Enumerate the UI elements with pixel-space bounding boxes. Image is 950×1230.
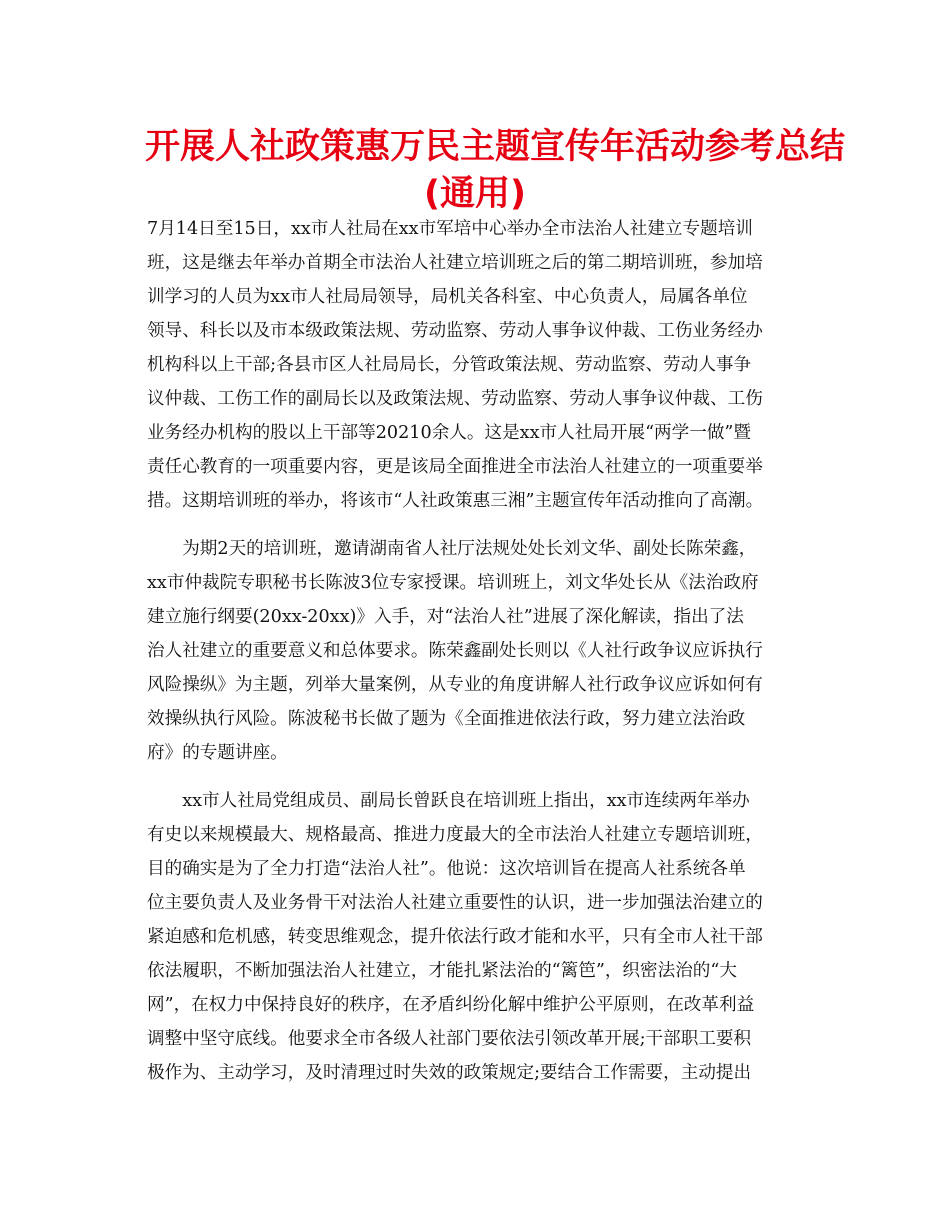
- paragraph-line: 府》的专题讲座。: [147, 743, 288, 763]
- paragraph-line: 有史以来规模最大、规格最高、推进力度最大的全市法治人社建立专题培训班，: [147, 825, 763, 845]
- paragraph-line: 业务经办机构的股以上干部等20210余人。这是xx市人社局开展“两学一做”暨: [147, 423, 752, 443]
- paragraph-line: 训学习的人员为xx市人社局局领导，局机关各科室、中心负责人，局属各单位: [147, 287, 748, 307]
- paragraph-line: 依法履职，不断加强法治人社建立，才能扎紧法治的“篱笆”，织密法治的“大: [147, 961, 737, 981]
- document-title-suffix: (通用): [424, 174, 526, 214]
- paragraph-line: 为期2天的培训班，邀请湖南省人社厅法规处处长刘文华、副处长陈荣鑫，: [147, 539, 757, 559]
- paragraph-line: 7月14日至15日，xx市人社局在xx市军培中心举办全市法治人社建立专题培训: [147, 219, 753, 239]
- paragraph-line: 目的确实是为了全力打造“法治人社”。他说：这次培训旨在提高人社系统各单: [147, 859, 746, 879]
- paragraph-line: 风险操纵》为主题，列举大量案例，从专业的角度讲解人社行政争议应诉如何有: [147, 675, 763, 695]
- paragraph-line: 领导、科长以及市本级政策法规、劳动监察、劳动人事争议仲裁、工伤业务经办: [147, 321, 763, 341]
- document-title: 开展人社政策惠万民主题宣传年活动参考总结: [145, 127, 846, 167]
- paragraph-line: 效操纵执行风险。陈波秘书长做了题为《全面推进依法行政，努力建立法治政: [147, 709, 746, 729]
- paragraph-line: 机构科以上干部;各县市区人社局局长，分管政策法规、劳动监察、劳动人事争: [147, 355, 752, 375]
- paragraph-line: 班，这是继去年举办首期全市法治人社建立培训班之后的第二期培训班，参加培: [147, 253, 763, 273]
- paragraph-line: 极作为、主动学习，及时清理过时失效的政策规定;要结合工作需要，主动提出: [147, 1063, 752, 1083]
- paragraph-line: xx市仲裁院专职秘书长陈波3位专家授课。培训班上，刘文华处长从《法治政府: [147, 573, 759, 593]
- paragraph-line: 措。这期培训班的举办，将该市“人社政策惠三湘”主题宣传年活动推向了高潮。: [147, 491, 764, 511]
- paragraph-line: 调整中坚守底线。他要求全市各级人社部门要依法引领改革开展;干部职工要积: [147, 1029, 752, 1049]
- paragraph-line: 紧迫感和危机感，转变思维观念，提升依法行政才能和水平，只有全市人社干部: [147, 927, 763, 947]
- paragraph-line: 议仲裁、工伤工作的副局长以及政策法规、劳动监察、劳动人事争议仲裁、工伤: [147, 389, 763, 409]
- paragraph-line: 位主要负责人及业务骨干对法治人社建立重要性的认识，进一步加强法治建立的: [147, 893, 763, 913]
- paragraph-line: 治人社建立的重要意义和总体要求。陈荣鑫副处长则以《人社行政争议应诉执行: [147, 641, 763, 661]
- paragraph-line: 网”，在权力中保持良好的秩序，在矛盾纠纷化解中维护公平原则，在改革利益: [147, 995, 755, 1015]
- paragraph-line: 责任心教育的一项重要内容，更是该局全面推进全市法治人社建立的一项重要举: [147, 457, 763, 477]
- paragraph-line: xx市人社局党组成员、副局长曾跃良在培训班上指出，xx市连续两年举办: [147, 791, 750, 811]
- paragraph-line: 建立施行纲要(20xx-20xx)》入手，对“法治人社”进展了深化解读，指出了法: [147, 607, 744, 627]
